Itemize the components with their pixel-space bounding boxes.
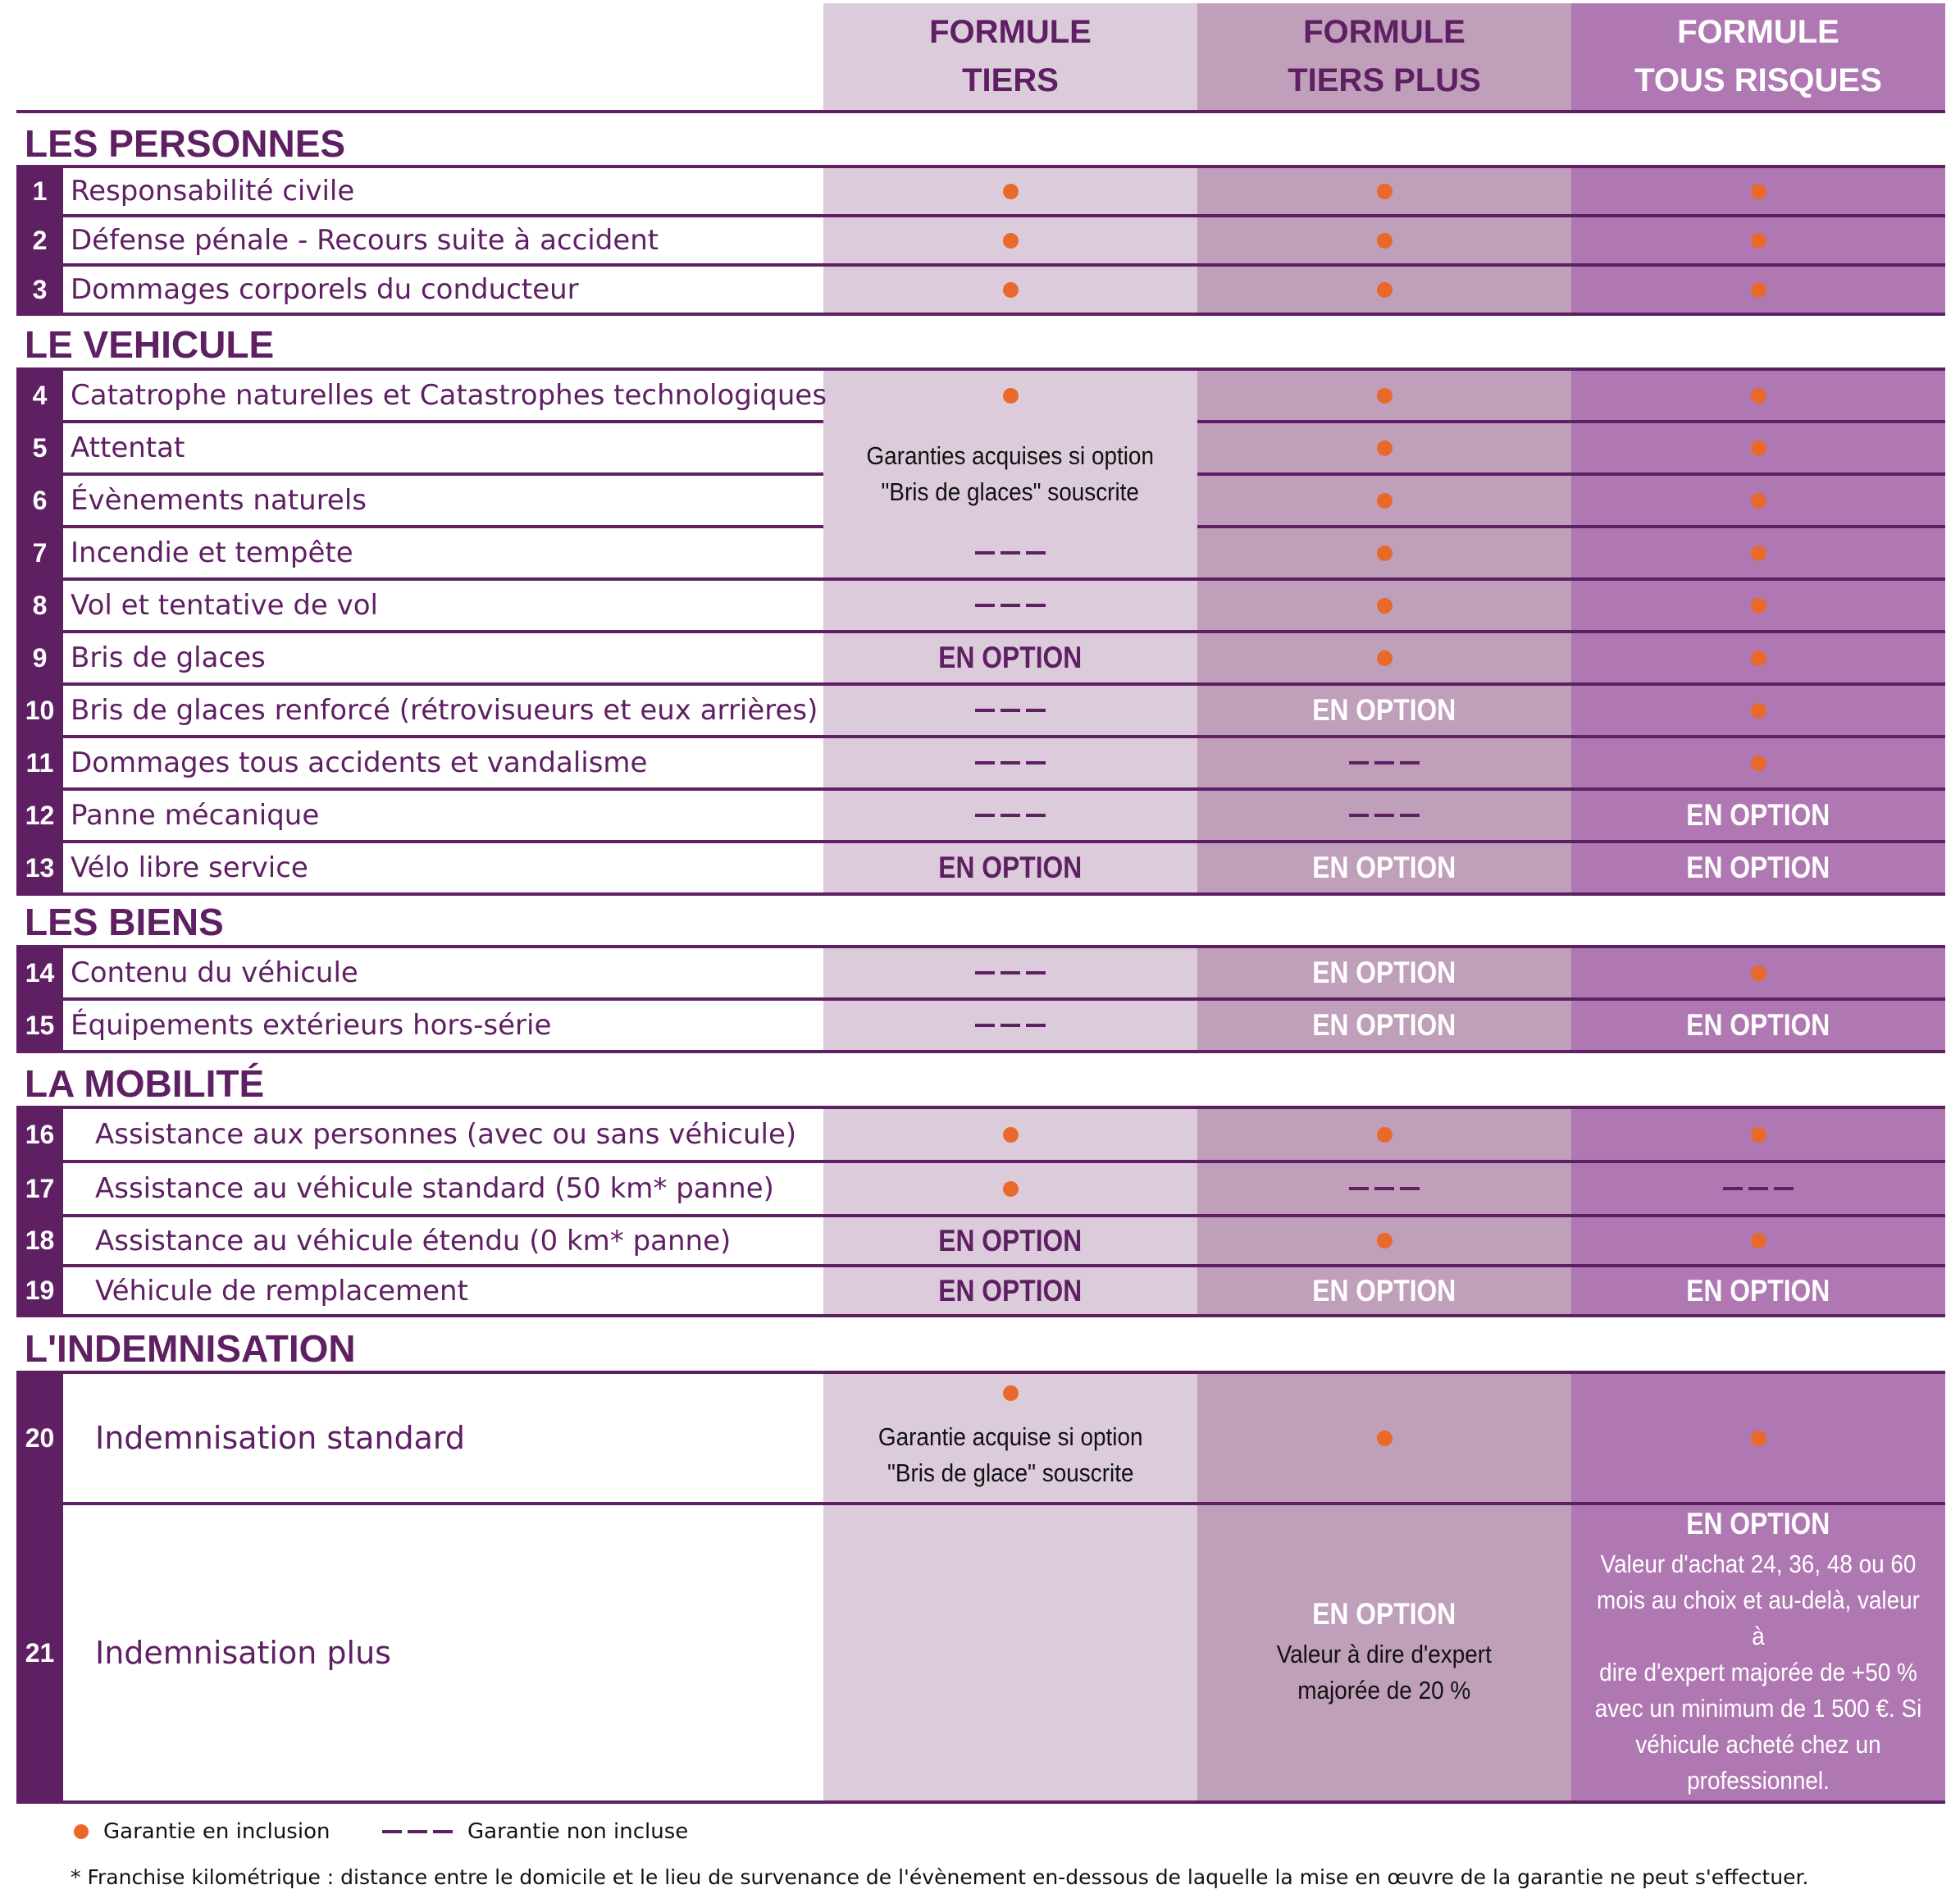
row-label: Assistance aux personnes (avec ou sans véhicule)	[95, 1118, 797, 1151]
row-label: Assistance au véhicule standard (50 km* panne)	[95, 1172, 774, 1205]
row-number	[16, 1001, 63, 1050]
row-label: Défense pénale - Recours suite à accident	[71, 224, 659, 257]
coverage-cell	[1571, 1001, 1945, 1050]
coverage-cell	[1571, 476, 1945, 525]
coverage-cell	[823, 791, 1197, 840]
option-label: EN OPTION	[1312, 1008, 1456, 1042]
included-dot-icon	[1377, 388, 1393, 404]
included-dot-icon	[1377, 233, 1393, 249]
included-dot-icon	[1751, 282, 1766, 298]
column-header-3: FORMULE TOUS RISQUES	[1634, 14, 1882, 98]
row-number	[16, 948, 63, 997]
row-number-label: 13	[25, 852, 55, 883]
coverage-cell	[823, 1505, 1197, 1800]
footnote: * Franchise kilométrique : distance entre le domicile et le lieu de survenance de l'évènement en-dessous de laquelle la mise en œuvre de la garantie ne peut s'effectuer.	[71, 1865, 1809, 1889]
coverage-cell	[823, 1217, 1197, 1264]
row-number	[16, 843, 63, 892]
row-label: Assistance au véhicule étendu (0 km* panne)	[95, 1224, 732, 1257]
coverage-cell	[1571, 168, 1945, 214]
row-label: Véhicule de remplacement	[95, 1274, 468, 1308]
row-number	[16, 528, 63, 577]
coverage-cell	[823, 843, 1197, 892]
row-label: Vol et tentative de vol	[71, 589, 378, 622]
included-dot-icon	[1377, 1127, 1393, 1143]
coverage-cell	[823, 1267, 1197, 1314]
row-divider	[16, 1314, 1945, 1317]
row-label: Bris de glaces	[71, 641, 266, 674]
coverage-cell	[1197, 1001, 1571, 1050]
row-number-label: 19	[25, 1276, 55, 1305]
coverage-cell	[1197, 476, 1571, 525]
row-number-label: 7	[32, 537, 48, 568]
included-dot-icon	[1003, 233, 1019, 249]
row-label: Panne mécanique	[71, 799, 320, 832]
not-included-dash-icon	[1723, 1187, 1794, 1190]
coverage-cell	[823, 267, 1197, 313]
coverage-cell	[1197, 1217, 1571, 1264]
included-dot-icon	[1377, 545, 1393, 561]
row-number	[16, 267, 63, 313]
row-number-label: 21	[25, 1637, 55, 1668]
legend-included-label: Garantie en inclusion	[103, 1819, 330, 1844]
coverage-cell	[1197, 843, 1571, 892]
row-number	[16, 476, 63, 525]
coverage-cell	[1197, 633, 1571, 682]
coverage-cell	[1571, 528, 1945, 577]
row-number-label: 2	[32, 225, 48, 255]
coverage-cell	[1571, 581, 1945, 630]
coverage-cell	[1571, 1505, 1945, 1800]
included-dot-icon	[1751, 184, 1766, 199]
row-number	[16, 686, 63, 735]
option-label: EN OPTION	[1686, 851, 1830, 884]
row-number-label: 10	[25, 695, 55, 725]
row-label: Bris de glaces renforcé (rétrovisueurs et eux arrières)	[71, 694, 818, 727]
included-dot-icon	[1751, 388, 1766, 404]
coverage-cell	[1197, 528, 1571, 577]
coverage-cell	[1197, 371, 1571, 420]
not-included-dash-icon	[382, 1830, 453, 1833]
row-number	[16, 1374, 63, 1502]
included-dot-icon	[1751, 703, 1766, 719]
coverage-cell	[1571, 423, 1945, 472]
section-title: LA MOBILITÉ	[25, 1062, 265, 1105]
not-included-dash-icon	[975, 971, 1046, 974]
coverage-cell	[823, 1001, 1197, 1050]
option-label: EN OPTION	[938, 1223, 1083, 1257]
included-dot-icon	[1003, 282, 1019, 298]
row-number-label: 3	[32, 274, 48, 304]
option-label: EN OPTION	[1686, 1507, 1830, 1540]
included-dot-icon	[1751, 545, 1766, 561]
coverage-cell	[1197, 168, 1571, 214]
included-dot-icon	[1003, 1127, 1019, 1143]
row-label: Vélo libre service	[71, 851, 308, 884]
coverage-cell	[823, 168, 1197, 214]
coverage-cell	[1197, 1163, 1571, 1214]
header-divider	[16, 110, 1945, 113]
option-label: EN OPTION	[1686, 1273, 1830, 1308]
included-dot-icon	[1751, 440, 1766, 456]
merged-coverage-note	[823, 423, 1197, 525]
coverage-cell	[1571, 948, 1945, 997]
included-dot-icon	[1377, 493, 1393, 509]
included-dot-icon	[1377, 282, 1393, 298]
row-number-label: 15	[25, 1010, 55, 1040]
row-divider	[16, 1800, 1945, 1804]
row-number	[16, 1163, 63, 1214]
coverage-cell	[1197, 738, 1571, 787]
option-label: EN OPTION	[1312, 956, 1456, 989]
included-dot-icon	[1751, 233, 1766, 249]
row-number-label: 17	[25, 1173, 55, 1203]
coverage-cell	[1197, 948, 1571, 997]
row-label: Attentat	[71, 431, 185, 464]
row-label: Évènements naturels	[71, 484, 367, 517]
coverage-note: Garanties acquises si option "Bris de glaces" souscrite	[866, 441, 1155, 506]
coverage-cell	[1571, 738, 1945, 787]
option-label: EN OPTION	[1312, 1273, 1456, 1308]
coverage-cell	[1197, 791, 1571, 840]
coverage-cell	[823, 1374, 1197, 1502]
coverage-cell	[1571, 686, 1945, 735]
not-included-dash-icon	[975, 709, 1046, 712]
legend-included	[74, 1819, 330, 1844]
coverage-cell	[823, 948, 1197, 997]
row-number-label: 6	[32, 485, 48, 515]
row-number-label: 16	[25, 1119, 55, 1149]
coverage-cell	[823, 528, 1197, 577]
included-dot-icon	[1751, 755, 1766, 771]
option-label: EN OPTION	[1686, 798, 1830, 832]
section-title: LE VEHICULE	[25, 323, 275, 366]
included-dot-icon	[1751, 965, 1766, 981]
row-number-label: 12	[25, 800, 55, 830]
included-dot-icon	[1751, 598, 1766, 614]
coverage-cell	[823, 581, 1197, 630]
row-number	[16, 633, 63, 682]
included-dot-icon	[1751, 1431, 1766, 1446]
row-label: Catatrophe naturelles et Catastrophes technologiques	[71, 379, 827, 412]
coverage-cell	[823, 633, 1197, 682]
coverage-cell	[1571, 1217, 1945, 1264]
not-included-dash-icon	[975, 1024, 1046, 1027]
legend-not-included-label: Garantie non incluse	[467, 1819, 689, 1844]
coverage-cell	[1571, 843, 1945, 892]
coverage-cell	[823, 686, 1197, 735]
included-dot-icon	[1377, 1431, 1393, 1446]
coverage-cell	[1197, 1374, 1571, 1502]
option-label: EN OPTION	[1686, 1008, 1830, 1042]
row-label: Dommages tous accidents et vandalisme	[71, 746, 648, 779]
included-dot-icon	[1003, 184, 1019, 199]
included-dot-icon	[1377, 184, 1393, 199]
row-number-label: 14	[25, 957, 55, 988]
row-number	[16, 738, 63, 787]
row-number	[16, 371, 63, 420]
coverage-cell	[823, 1109, 1197, 1160]
row-number-label: 8	[32, 590, 48, 620]
row-number-label: 4	[32, 380, 48, 410]
coverage-cell	[823, 371, 1197, 420]
coverage-cell	[1571, 633, 1945, 682]
included-dot-icon	[1751, 1127, 1766, 1143]
coverage-cell	[1197, 1109, 1571, 1160]
row-label: Incendie et tempête	[71, 536, 353, 569]
not-included-dash-icon	[1349, 814, 1420, 817]
row-number-label: 1	[32, 176, 48, 206]
section-title: L'INDEMNISATION	[25, 1327, 356, 1370]
row-number	[16, 423, 63, 472]
not-included-dash-icon	[975, 551, 1046, 555]
coverage-cell	[1197, 686, 1571, 735]
not-included-dash-icon	[975, 604, 1046, 607]
coverage-cell	[1571, 1374, 1945, 1502]
included-dot-icon	[1751, 650, 1766, 666]
coverage-cell	[1197, 423, 1571, 472]
coverage-cell	[1197, 581, 1571, 630]
coverage-cell	[1197, 1267, 1571, 1314]
section-title: LES PERSONNES	[25, 122, 346, 165]
row-number-label: 9	[32, 642, 48, 673]
coverage-cell	[1571, 1163, 1945, 1214]
included-dot-icon	[1751, 493, 1766, 509]
section-title: LES BIENS	[25, 901, 224, 943]
coverage-cell	[1571, 791, 1945, 840]
row-number-label: 11	[25, 747, 54, 778]
row-label: Responsabilité civile	[71, 175, 355, 208]
coverage-cell	[823, 738, 1197, 787]
coverage-note: Valeur d'achat 24, 36, 48 ou 60 mois au choix et au-delà, valeur à dire d'expert majorée de +50 % avec un minimum de 1 500 €. Si véhicule acheté chez un professionnel.	[1594, 1549, 1922, 1795]
included-dot-icon	[1377, 650, 1393, 666]
column-header-2: FORMULE TIERS PLUS	[1288, 14, 1481, 98]
included-dot-icon	[1377, 440, 1393, 456]
option-label: EN OPTION	[938, 1273, 1083, 1308]
row-label: Contenu du véhicule	[71, 956, 358, 989]
row-label: Équipements extérieurs hors-série	[71, 1009, 552, 1042]
coverage-cell	[1571, 1267, 1945, 1314]
not-included-dash-icon	[975, 761, 1046, 764]
coverage-cell	[823, 217, 1197, 263]
column-header-1: FORMULE TIERS	[929, 14, 1092, 98]
included-dot-icon	[1377, 1233, 1393, 1248]
coverage-cell	[1571, 267, 1945, 313]
row-number-label: 20	[25, 1422, 55, 1453]
included-dot-icon	[1003, 388, 1019, 404]
option-label: EN OPTION	[1312, 851, 1456, 884]
row-number	[16, 168, 63, 214]
included-dot-icon	[1751, 1233, 1766, 1248]
row-number	[16, 1267, 63, 1314]
option-label: EN OPTION	[1312, 1597, 1456, 1631]
coverage-cell	[1571, 371, 1945, 420]
legend-not-included	[382, 1819, 688, 1844]
coverage-note: Garantie acquise si option "Bris de glace" souscrite	[877, 1422, 1143, 1487]
row-label: Dommages corporels du conducteur	[71, 273, 579, 306]
row-divider	[16, 313, 1945, 316]
row-label: Indemnisation plus	[95, 1635, 391, 1671]
coverage-cell	[1197, 1505, 1571, 1800]
coverage-note: Valeur à dire d'expert majorée de 20 %	[1276, 1640, 1493, 1705]
coverage-cell	[1197, 267, 1571, 313]
row-number-label: 5	[32, 432, 48, 463]
not-included-dash-icon	[1349, 1187, 1420, 1190]
coverage-cell	[1571, 217, 1945, 263]
included-dot-icon	[74, 1824, 89, 1839]
option-label: EN OPTION	[938, 641, 1083, 674]
row-label: Indemnisation standard	[95, 1420, 465, 1456]
row-number	[16, 217, 63, 263]
row-number-label: 18	[25, 1225, 55, 1255]
row-number	[16, 1109, 63, 1160]
row-number	[16, 1217, 63, 1264]
row-divider	[16, 1050, 1945, 1053]
option-label: EN OPTION	[1312, 693, 1456, 727]
included-dot-icon	[1003, 1181, 1019, 1197]
not-included-dash-icon	[975, 814, 1046, 817]
coverage-cell	[1197, 217, 1571, 263]
included-dot-icon	[1003, 1385, 1019, 1401]
included-dot-icon	[1377, 598, 1393, 614]
row-number	[16, 581, 63, 630]
row-divider	[16, 892, 1945, 896]
not-included-dash-icon	[1349, 761, 1420, 764]
option-label: EN OPTION	[938, 851, 1083, 884]
coverage-cell	[1571, 1109, 1945, 1160]
row-number	[16, 791, 63, 840]
row-number	[16, 1505, 63, 1800]
coverage-cell	[823, 1163, 1197, 1214]
